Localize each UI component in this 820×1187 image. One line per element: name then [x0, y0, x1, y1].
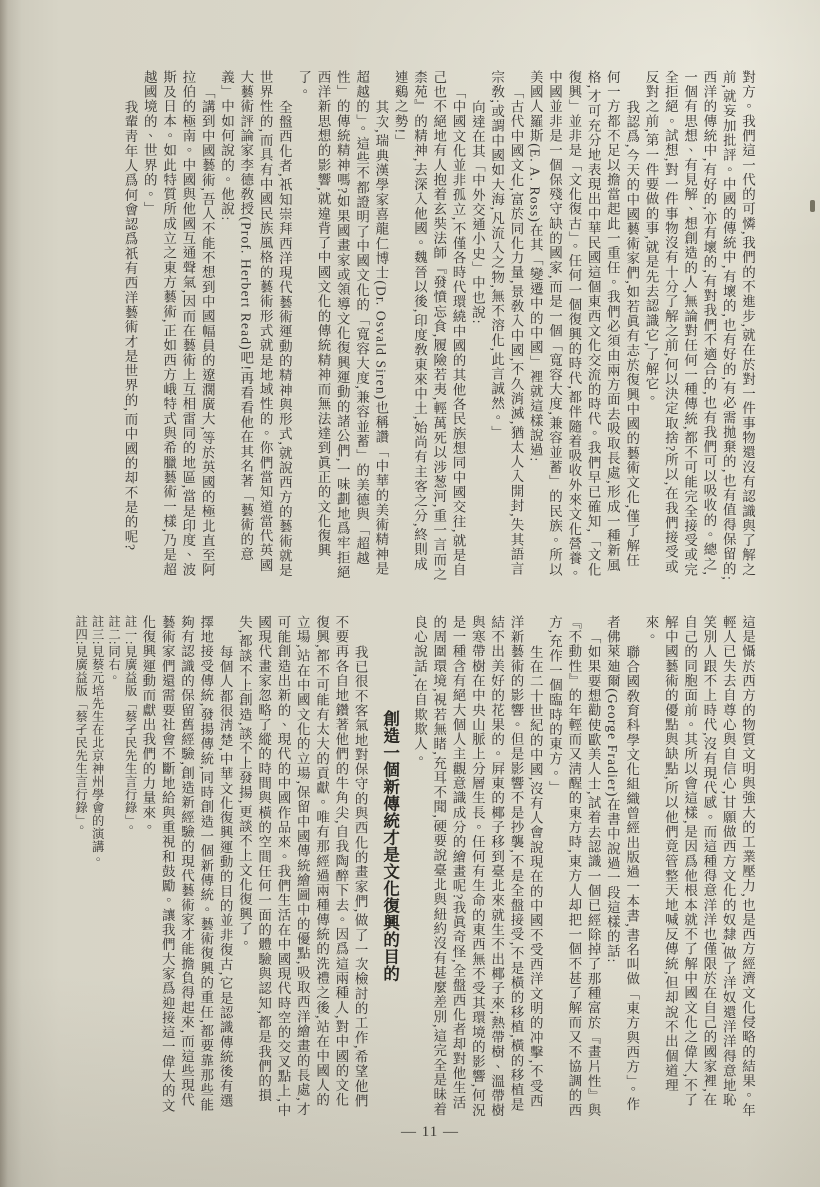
quote-block-ross: 「古代中國文化,富於同化力量,景敎入中國,不久消滅,猶太人入開封,失其語言宗敎;或謂中國如大海,凡流入之物,無不溶化,此言誠然。」: [489, 70, 524, 577]
paragraph: 我輩靑年人爲何會認爲祇有西洋藝術才是世界的,而中國的却不是的呢?: [122, 100, 138, 552]
paragraph: 我認爲,今天的中國藝術家們,如若眞有志於復興中國的藝術文化,僅了解任何一方都不足以擔當起此一重任。我們必須由兩方面去吸取長處,形成一種新風格,才可充分地表現出中華民國這個東西文化交流的時代。我們早已確知,「文化復興」並非是「文化復古」。任何一個復興的時代,都伴隨着吸收外來文化營養。中國並非是一個保殘守缺的國家,而是一個「寬容大度,兼容並蓄」的民族。所以美國人羅斯(E. A. Ross)在其「變遷中的中國」裡就這樣說過:: [527, 70, 640, 581]
paragraph-continued-from-previous-page: 對方。我們這一代的可憐,我們的不進步,就在於對一件事物還沒有認識與了解之前,就妄加批評。中國的傳統中,有壞的,也有好的,有必需拋棄的,也有值得保留的;西洋的傳統中,有好的,亦有壞的,有對我們不適合的,也有我們可以吸收的。總之,一個有思想、有見解、想創造的人,無論對任何一種傳統,都不可能完全接受或完全拒絕。試想,對一件事物沒有十分了解之前,何以決定取捨?所以,在我們接受或反對之前,第一件要做的事,就是先去認識它,了解它。: [643, 70, 755, 581]
article-bottom-block: [62, 615, 757, 1120]
footnote-2: 註二:同右。: [106, 615, 121, 685]
article-top-block: [62, 70, 757, 582]
paragraph: 這是懾於西方的物質文明與強大的工業壓力,也是西方經濟文化侵略的結果。年輕人已失去自尊心與自信心,甘願做西方文化的奴隸,做了洋奴還洋洋得意地恥笑別人跟不上時代,沒有現代感。而這種得意洋洋也僅限於在自己的國家裡,在自己的同胞面前。其所以會這樣,是因爲他根本就不了解中國文化之偉大,不了解中國藝術的優點與缺點,所以他們竟管整天地喊反傳統,但却說不出個道理來。: [643, 615, 755, 1118]
footnote-4: 註四:見廣益版「蔡孑民先生言行錄」。: [73, 615, 88, 834]
paragraph: 生在二十世紀的中國,沒有人會說現在的中國不受西洋文明的冲擊,不受西洋新藝術的影響。但是影響不是抄襲,不是全盤接受,不是橫的移植,橫的移植是結不出美好的花果的。屛東的椰子移到臺北來就生不出椰子來;熱帶樹、溫帶樹與寒帶樹在中央山脈上分層生長。任何有生命的東西無不受其環境的影響,何況是一種含有絕大個人主觀意識成分的繪畫呢?我眞奇怪,全盤西化者却對他生活的周圍環境,視若無睹,充耳不聞,硬要說臺北與紐約沒有甚麼差別,這完全是昧着良心說話,在自欺欺人。: [411, 615, 543, 1119]
footnote-1: 註一:見廣益版「蔡孑民先生言行錄」。: [123, 615, 138, 834]
paragraph: 向達在其「中外交通小史」中也說:: [469, 100, 485, 325]
quote-block-xiangda: 「中國文化並非孤立,不僅各時代環繞中國的其他各民族想同中國交往,就是自己也不絕地有人抱着玄奘法師『發憤忘食,履險若夷,輕萬死以涉葱河,重一言而之柰苑』的精神,去深入他國。魏晉以後,印度敎東來中土,始尚有主客之分,終則成連鷄之勢!」: [392, 70, 466, 582]
scan-artifact-speck: [810, 200, 815, 212]
paragraph: 其次,瑞典漢學家喜龍仁博士(Dr. Osvald Siren)也稱讚「中華的美術精神是超越的」。這些不都證明了中國文化的「寬容大度,兼容並蓄」的美德與「超越性」的傳統精神嗎?如果國畫家或領導文化復興運動的諸公們,一味劃地爲牢拒絕西洋新思想的影響,就違背了中國文化的傳統精神而無法達到眞正的文化復興了。: [296, 70, 389, 580]
paragraph: 聯合國敎育科學文化組織曾經出版過一本書,書名叫做「東方與西方」。作者佛萊廸爾(George Fradier)在書中說過一段這樣的話:: [604, 615, 640, 1112]
footnote-3: 註三:見蔡元培先生在北京神州學會的演講。: [90, 615, 105, 867]
quote-block-herbert-read: 「講到中國藝術,吾人不能不想到中國幅員的遼濶廣大,等於英國的極北直至阿拉伯的極南。中國與他國互通聲氣,因而在藝術上互相雷同的地區,當是印度、波斯及日本。如此特質所成立之東方藝術,正如西方峨特式與希臘藝術一樣,乃是超越國境的、世界的。」: [141, 70, 215, 578]
page-number: — 11 —: [401, 1124, 459, 1140]
paragraph: 我已很不客氣地對保守的與西化的畫家們,做了一次檢討的工作,希望他們不要再各自地鑽著他們的牛角尖,自我陶醉下去。因爲這兩種人,對中國的文化復興,都不可能有太大的貢獻。唯有那經過兩種傳統的洗禮之後,站在中國人的立場,站在中國文化的立場,保留中國傳統繪圖中的優點,吸取西洋繪畫的長處,才可能創造出新的、現代的中國作品來。我們生活在中國現代時空的交叉點上,中國現代畫家忽略了縱的時間與橫的空間任何一面的體驗與認知,都是我們的損失,都談不上創造,談不上發揚,更談不上文化復興了。: [236, 615, 368, 1118]
paragraph: 每個人都很淸楚,中華文化復興運動的目的並非復古,它是認識傳統後有選擇地接受傳統,發揚傳統,同時創造一個新傳統。藝術復興的重任,都要靠那些能夠有認識的保留舊經驗,創造新經驗的現代藝術家才能擔負得起來,而這些現代藝術家們還需要社會不斷地給與重視和鼓勵。讓我們大家爲迎接這一偉大的文化復興運動而獻出我們的力量來。: [140, 615, 233, 1114]
quote-block-fradier: 「如果要想勸使歐美人士,試着去認識一個已經除掉了那種富於『畫片性』與『不動性』的年輕而又淸醒的東方時,東方人却把一個不甚了解而又不協調的西方,充作一個臨時的東方。」: [547, 615, 601, 1118]
section-heading: 創造一個新傳統才是文化復興的目的: [380, 710, 400, 982]
paragraph: 全盤西化者,祇知崇拜西洋現代藝術運動的精神與形式,就說西方的藝術就是世界性的,而具有中國民族風格的藝術形式就是地域性的。你們當知道當代英國大藝術評論家李德敎授(Prof. Herbert Read)吧!再看看他在其名著「藝術的意義」中如何說的。他說:: [218, 70, 292, 578]
